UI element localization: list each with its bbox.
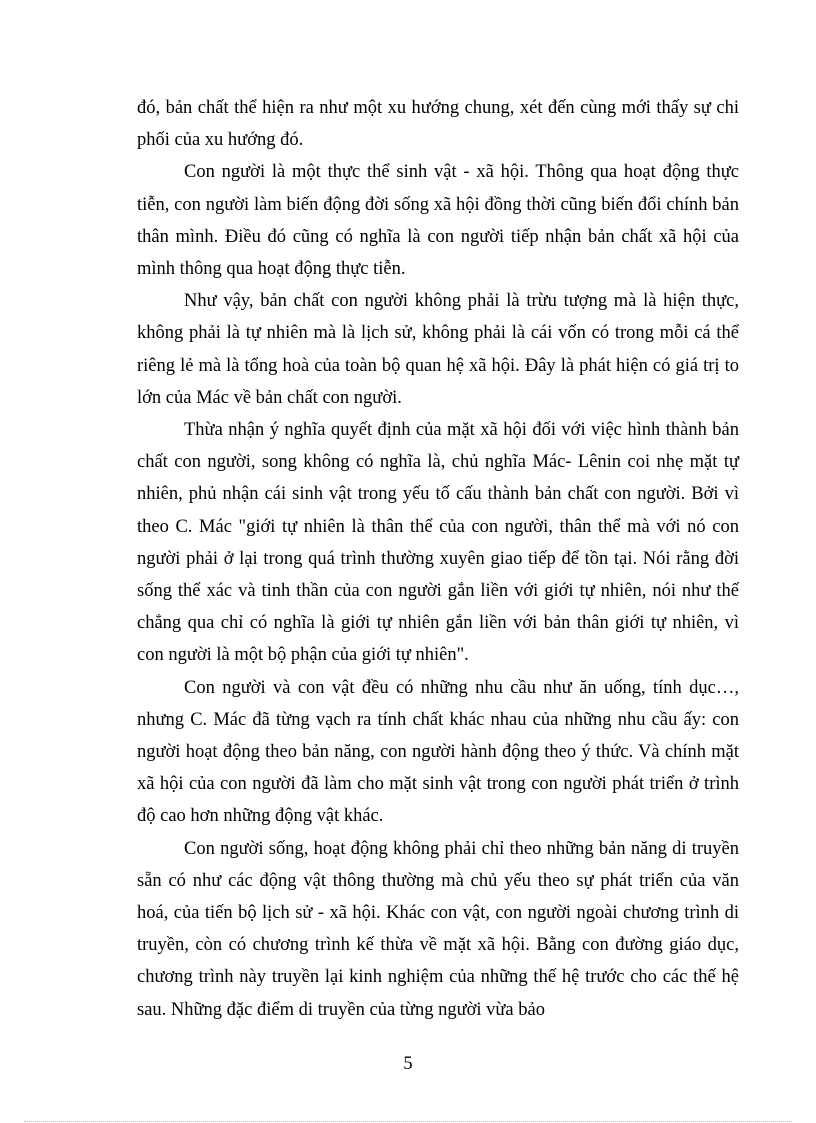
page-number: 5 <box>403 1054 413 1074</box>
paragraph-social-entity: Con người là một thực thể sinh vật - xã hội. Thông qua hoạt động thực tiễn, con người làm biến động đời sống xã hội đồng thời cũng biến đổi chính bản thân mình. Điều đó cũng có nghĩa là con người tiếp nhận bản chất xã hội của mình thông qua hoạt động thực tiễn. <box>137 162 739 280</box>
paragraph-heredity: Con người sống, hoạt động không phải chỉ theo những bản năng di truyền sẵn có như các động vật thông thường mà chủ yếu theo sự phát triển của văn hoá, của tiến bộ lịch sử - xã hội. Khác con vật, con người ngoài chương trình di truyền, còn có chương trình kế thừa về mặt xã hội. Bằng con đường giáo dục, chương trình này truyền lại kinh nghiệm của những thế hệ trước cho các thế hệ sau. Những đặc điểm di truyền của từng người vừa bảo <box>137 838 739 1020</box>
paragraph-marx-nature: Thừa nhận ý nghĩa quyết định của mặt xã hội đối với việc hình thành bản chất con người, song không có nghĩa là, chủ nghĩa Mác- Lênin coi nhẹ mặt tự nhiên, phủ nhận cái sinh vật trong yếu tố cấu thành bản chất con người. Bởi vì theo C. Mác "giới tự nhiên là thân thể của con người, thân thể mà với nó con người phải ở lại trong quá trình thường xuyên giao tiếp để tồn tại. Nói rằng đời sống thể xác và tinh thần của con người gắn liền với giới tự nhiên, nói như thế chẳng qua chỉ có nghĩa là giới tự nhiên gắn liền với bản thân giới tự nhiên, vì con người là một bộ phận của giới tự nhiên". <box>137 420 739 666</box>
page-bottom-border <box>24 1121 792 1122</box>
paragraph-continuation: đó, bản chất thể hiện ra như một xu hướng chung, xét đến cùng mới thấy sự chi phối của xu hướng đó. <box>137 98 739 151</box>
paragraph-human-essence: Như vậy, bản chất con người không phải là trừu tượng mà là hiện thực, không phải là tự nhiên mà là lịch sử, không phải là cái vốn có trong mỗi cá thể riêng lẻ mà là tổng hoà của toàn bộ quan hệ xã hội. Đây là phát hiện có giá trị to lớn của Mác về bản chất con người. <box>137 291 739 408</box>
paragraph-needs: Con người và con vật đều có những nhu cầu như ăn uống, tính dục…, nhưng C. Mác đã từng vạch ra tính chất khác nhau của những nhu cầu ấy: con người hoạt động theo bản năng, con người hành động theo ý thức. Và chính mặt xã hội của con người đã làm cho mặt sinh vật trong con người phát triển ở trình độ cao hơn những động vật khác. <box>137 677 739 827</box>
document-body <box>137 92 739 1026</box>
